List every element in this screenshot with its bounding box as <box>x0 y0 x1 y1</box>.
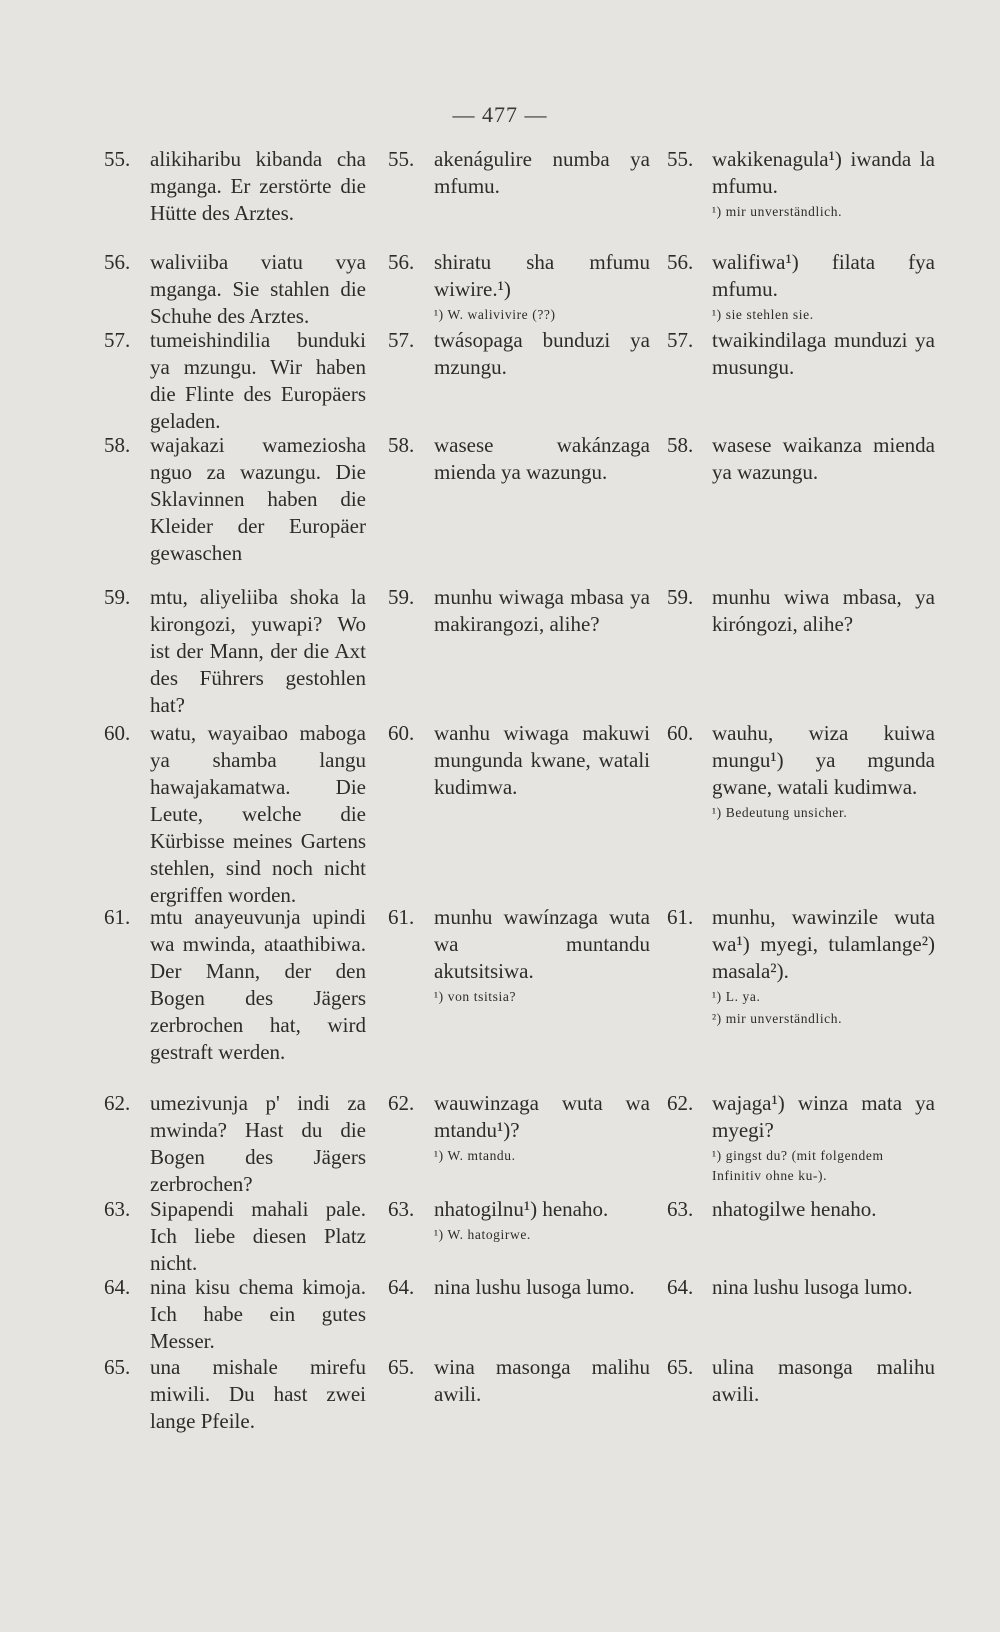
entry-text: wauhu, wiza kuiwa mungu¹) ya mgunda gwane, watali kudimwa. <box>712 721 935 799</box>
entry-text: munhu wawínzaga wuta wa muntandu akutsitsiwa. <box>434 905 650 983</box>
entry-57 <box>667 327 935 381</box>
entry-text: twaikindilaga munduzi ya musungu. <box>712 328 935 379</box>
entry-56 <box>104 249 366 330</box>
entry-number: 63. <box>104 1197 131 1221</box>
entry-60 <box>388 720 650 801</box>
entry-number: 64. <box>388 1275 415 1299</box>
footnote: ¹) W. hatogirwe. <box>434 1227 531 1242</box>
entry-number: 65. <box>104 1355 131 1379</box>
entry-59 <box>104 584 366 719</box>
entry-text: wanhu wiwaga makuwi mungunda kwane, watali kudimwa. <box>434 721 650 799</box>
entry-63 <box>104 1196 366 1277</box>
entry-number: 58. <box>388 433 415 457</box>
entry-number: 60. <box>388 721 415 745</box>
footnote: ¹) Bedeutung unsicher. <box>712 805 848 820</box>
entry-62 <box>667 1090 935 1186</box>
entry-text: nina lushu lusoga lumo. <box>434 1275 635 1299</box>
entry-text: nhatogilnu¹) henaho. <box>434 1197 609 1221</box>
entry-number: 55. <box>104 147 131 171</box>
footnote: ²) mir unverständlich. <box>712 1011 843 1026</box>
entry-58 <box>667 432 935 486</box>
entry-number: 56. <box>104 250 131 274</box>
entry-55 <box>667 146 935 222</box>
entry-text: ulina masonga malihu awili. <box>712 1355 935 1406</box>
entry-text: umezivunja p' indi za mwinda? Hast du die Bogen des Jägers zerbrochen? <box>150 1091 366 1196</box>
entry-text: walifiwa¹) filata fya mfumu. <box>712 250 935 301</box>
entry-number: 57. <box>667 328 694 352</box>
entry-61 <box>388 904 650 1007</box>
entry-56 <box>388 249 650 325</box>
entry-number: 65. <box>388 1355 415 1379</box>
entry-text: wakikenagula¹) iwanda la mfumu. <box>712 147 935 198</box>
entry-58 <box>388 432 650 486</box>
entry-number: 57. <box>388 328 415 352</box>
entry-60 <box>104 720 366 909</box>
entry-63 <box>667 1196 935 1223</box>
entry-number: 63. <box>388 1197 415 1221</box>
entry-text: shiratu sha mfumu wiwire.¹) <box>434 250 650 301</box>
entry-text: wajaga¹) winza mata ya myegi? <box>712 1091 935 1142</box>
entry-number: 60. <box>667 721 694 745</box>
entry-64 <box>104 1274 366 1355</box>
entry-number: 55. <box>667 147 694 171</box>
entry-text: nhatogilwe henaho. <box>712 1197 877 1221</box>
entry-number: 61. <box>667 905 694 929</box>
footnote: ¹) sie stehlen sie. <box>712 307 814 322</box>
entry-text: munhu, wawinzile wuta wa¹) myegi, tulamlange²) masala²). <box>712 905 935 983</box>
footnote: ¹) mir unverständlich. <box>712 204 843 219</box>
entry-text: wina masonga malihu awili. <box>434 1355 650 1406</box>
entry-text: alikiharibu kibanda cha mganga. Er zerstörte die Hütte des Arztes. <box>150 147 366 225</box>
footnote: ¹) L. ya. <box>712 989 761 1004</box>
footnote: ¹) gingst du? (mit folgendem Infinitiv ohne ku-). <box>712 1148 884 1183</box>
entry-number: 58. <box>667 433 694 457</box>
entry-55 <box>388 146 650 200</box>
entry-61 <box>667 904 935 1029</box>
entry-number: 59. <box>667 585 694 609</box>
entry-65 <box>667 1354 935 1408</box>
entry-56 <box>667 249 935 325</box>
entry-61 <box>104 904 366 1066</box>
entry-number: 59. <box>104 585 131 609</box>
entry-text: wasese waikanza mienda ya wazungu. <box>712 433 935 484</box>
entry-text: mtu, aliyeliiba shoka la kirongozi, yuwapi? Wo ist der Mann, der die Axt des Führers gestohlen hat? <box>150 585 366 717</box>
entry-58 <box>104 432 366 567</box>
entry-text: munhu wiwaga mbasa ya makirangozi, alihe? <box>434 585 650 636</box>
entry-59 <box>667 584 935 638</box>
entry-text: wasese wakánzaga mienda ya wazungu. <box>434 433 650 484</box>
entry-number: 62. <box>104 1091 131 1115</box>
entry-number: 60. <box>104 721 131 745</box>
entry-text: tumeishindilia bunduki ya mzungu. Wir haben die Flinte des Europäers geladen. <box>150 328 366 433</box>
page-number: — 477 — <box>452 102 548 127</box>
entry-text: wajakazi wameziosha nguo za wazungu. Die Sklavinnen haben die Kleider der Europäer gewaschen <box>150 433 366 565</box>
entry-number: 61. <box>388 905 415 929</box>
entry-number: 63. <box>667 1197 694 1221</box>
entry-text: munhu wiwa mbasa, ya kiróngozi, alihe? <box>712 585 935 636</box>
entry-text: nina lushu lusoga lumo. <box>712 1275 913 1299</box>
entry-text: waliviiba viatu vya mganga. Sie stahlen die Schuhe des Arztes. <box>150 250 366 328</box>
entry-59 <box>388 584 650 638</box>
entry-text: Sipapendi mahali pale. Ich liebe diesen Platz nicht. <box>150 1197 366 1275</box>
footnote: ¹) W. walivivire (??) <box>434 307 556 322</box>
entry-number: 58. <box>104 433 131 457</box>
entry-text: una mishale mirefu miwili. Du hast zwei lange Pfeile. <box>150 1355 366 1433</box>
entry-text: wauwinzaga wuta wa mtandu¹)? <box>434 1091 650 1142</box>
entry-60 <box>667 720 935 823</box>
entry-text: mtu anayeuvunja upindi wa mwinda, ataathibiwa. Der Mann, der den Bogen des Jägers zerbrochen hat, wird gestraft werden. <box>150 905 366 1064</box>
entry-57 <box>388 327 650 381</box>
entry-text: nina kisu chema kimoja. Ich habe ein gutes Messer. <box>150 1275 366 1353</box>
entry-text: watu, wayaibao maboga ya shamba langu hawajakamatwa. Die Leute, welche die Kürbisse meines Gartens stehlen, sind noch nicht ergriffen worden. <box>150 721 366 907</box>
entry-number: 65. <box>667 1355 694 1379</box>
entry-number: 59. <box>388 585 415 609</box>
entry-65 <box>388 1354 650 1408</box>
footnote: ¹) W. mtandu. <box>434 1148 516 1163</box>
entry-number: 64. <box>104 1275 131 1299</box>
entry-text: akenágulire numba ya mfumu. <box>434 147 650 198</box>
footnote: ¹) von tsitsia? <box>434 989 517 1004</box>
entry-65 <box>104 1354 366 1435</box>
entry-number: 56. <box>388 250 415 274</box>
entry-number: 57. <box>104 328 131 352</box>
entry-63 <box>388 1196 650 1245</box>
entry-number: 61. <box>104 905 131 929</box>
entry-text: twásopaga bunduzi ya mzungu. <box>434 328 650 379</box>
entry-55 <box>104 146 366 227</box>
entry-number: 56. <box>667 250 694 274</box>
entry-62 <box>388 1090 650 1166</box>
entry-number: 55. <box>388 147 415 171</box>
entry-57 <box>104 327 366 435</box>
entry-number: 62. <box>667 1091 694 1115</box>
entry-number: 62. <box>388 1091 415 1115</box>
entry-62 <box>104 1090 366 1198</box>
entry-64 <box>388 1274 650 1301</box>
entry-number: 64. <box>667 1275 694 1299</box>
entry-64 <box>667 1274 935 1301</box>
